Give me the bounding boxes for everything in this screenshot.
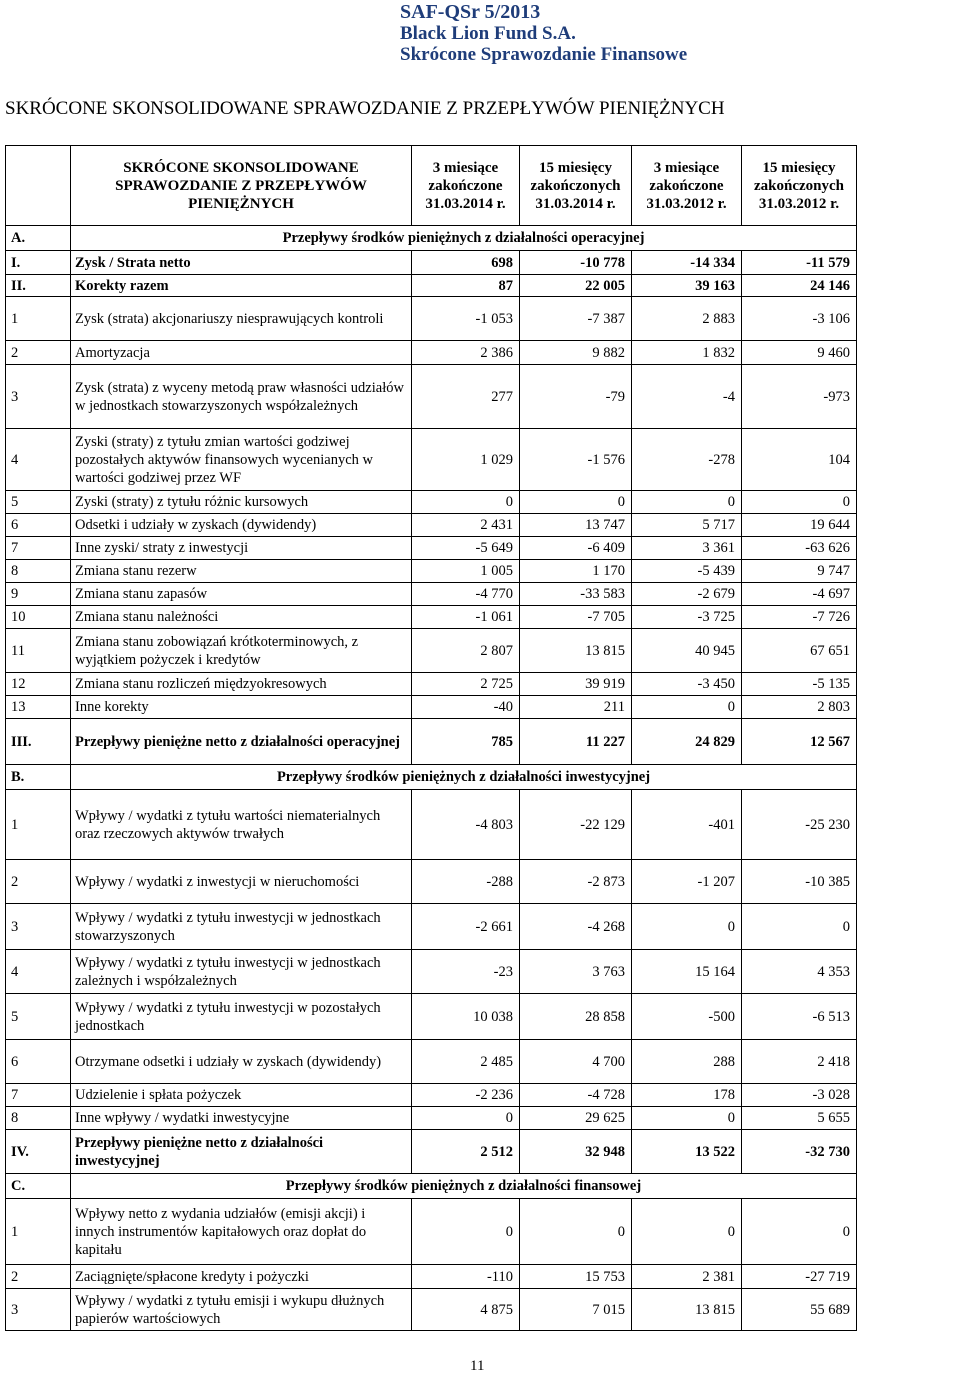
value-3m-2012: 0 (632, 1107, 742, 1130)
header-col-3m-2014: 3 miesiące zakończone 31.03.2014 r. (412, 146, 520, 226)
value-15m-2012: -25 230 (742, 790, 857, 860)
value-3m-2014: 1 029 (412, 429, 520, 491)
value-15m-2012: 9 747 (742, 560, 857, 583)
row-number: 11 (6, 629, 71, 673)
value-15m-2012: 0 (742, 904, 857, 950)
row-number: I. (6, 251, 71, 275)
value-15m-2012: -27 719 (742, 1265, 857, 1289)
section-title: Przepływy środków pieniężnych z działalności inwestycyjnej (71, 765, 857, 790)
value-3m-2014: 2 431 (412, 514, 520, 537)
subtotal-row (6, 251, 857, 275)
value-15m-2012: 0 (742, 1199, 857, 1265)
value-3m-2012: 1 832 (632, 341, 742, 365)
row-number: 10 (6, 606, 71, 629)
value-3m-2014: 10 038 (412, 994, 520, 1040)
value-3m-2014: -40 (412, 696, 520, 719)
value-3m-2014: 277 (412, 365, 520, 429)
row-number: 12 (6, 673, 71, 696)
value-3m-2012: -4 (632, 365, 742, 429)
value-15m-2012: 24 146 (742, 275, 857, 297)
value-15m-2012: 9 460 (742, 341, 857, 365)
value-3m-2012: 178 (632, 1084, 742, 1107)
table-row (6, 673, 857, 696)
table-row (6, 491, 857, 514)
value-15m-2014: -2 873 (520, 860, 632, 904)
value-3m-2014: 698 (412, 251, 520, 275)
value-3m-2012: 3 361 (632, 537, 742, 560)
table-row (6, 1289, 857, 1331)
row-label: Zmiana stanu rezerw (71, 560, 412, 583)
table-row (6, 904, 857, 950)
row-number: 2 (6, 860, 71, 904)
section-letter: C. (6, 1174, 71, 1199)
value-3m-2014: 0 (412, 1107, 520, 1130)
row-number: 7 (6, 1084, 71, 1107)
value-3m-2014: -2 661 (412, 904, 520, 950)
value-15m-2012: -3 028 (742, 1084, 857, 1107)
value-3m-2014: 0 (412, 1199, 520, 1265)
header-col-15m-2012: 15 miesięcy zakończonych 31.03.2012 r. (742, 146, 857, 226)
row-label: Inne korekty (71, 696, 412, 719)
table-row (6, 1040, 857, 1084)
value-15m-2012: -3 106 (742, 297, 857, 341)
section-letter: A. (6, 226, 71, 251)
table-row (6, 994, 857, 1040)
value-15m-2012: -11 579 (742, 251, 857, 275)
value-3m-2014: -4 770 (412, 583, 520, 606)
table-row (6, 560, 857, 583)
value-3m-2014: -288 (412, 860, 520, 904)
value-3m-2012: -278 (632, 429, 742, 491)
row-label: Zysk (strata) akcjonariuszy niesprawujących kontroli (71, 297, 412, 341)
value-3m-2014: 785 (412, 719, 520, 765)
row-label: Zmiana stanu zobowiązań krótkoterminowych, z wyjątkiem pożyczek i kredytów (71, 629, 412, 673)
value-15m-2014: 29 625 (520, 1107, 632, 1130)
subtotal-row (6, 275, 857, 297)
value-15m-2014: 3 763 (520, 950, 632, 994)
row-label: Przepływy pieniężne netto z działalności operacyjnej (71, 719, 412, 765)
header-desc-cell: SKRÓCONE SKONSOLIDOWANE SPRAWOZDANIE Z PRZEPŁYWÓW PIENIĘŻNYCH (71, 146, 412, 226)
value-15m-2014: 0 (520, 491, 632, 514)
value-3m-2012: 40 945 (632, 629, 742, 673)
table-row (6, 297, 857, 341)
cash-flow-table (5, 145, 857, 1331)
value-3m-2012: -2 679 (632, 583, 742, 606)
value-3m-2012: 0 (632, 1199, 742, 1265)
table-row (6, 790, 857, 860)
value-3m-2012: 2 381 (632, 1265, 742, 1289)
section-title: Przepływy środków pieniężnych z działalności finansowej (71, 1174, 857, 1199)
table-row (6, 696, 857, 719)
section-letter: B. (6, 765, 71, 790)
report-type: Skrócone Sprawozdanie Finansowe (400, 44, 688, 65)
value-15m-2012: -10 385 (742, 860, 857, 904)
value-15m-2012: -32 730 (742, 1130, 857, 1174)
value-15m-2014: 15 753 (520, 1265, 632, 1289)
value-3m-2012: -1 207 (632, 860, 742, 904)
section-row (6, 226, 857, 251)
value-15m-2014: 0 (520, 1199, 632, 1265)
row-label: Wpływy / wydatki z inwestycji w nieruchomości (71, 860, 412, 904)
row-number: 7 (6, 537, 71, 560)
row-label: Wpływy / wydatki z tytułu emisji i wykupu dłużnych papierów wartościowych (71, 1289, 412, 1331)
table-row (6, 583, 857, 606)
row-label: Zmiana stanu rozliczeń międzyokresowych (71, 673, 412, 696)
value-3m-2014: -4 803 (412, 790, 520, 860)
row-number: 1 (6, 1199, 71, 1265)
value-15m-2012: 0 (742, 491, 857, 514)
value-3m-2012: 39 163 (632, 275, 742, 297)
value-15m-2014: 28 858 (520, 994, 632, 1040)
row-number: 4 (6, 429, 71, 491)
table-row (6, 341, 857, 365)
row-number: 6 (6, 514, 71, 537)
value-3m-2014: -2 236 (412, 1084, 520, 1107)
value-15m-2012: -6 513 (742, 994, 857, 1040)
row-number: II. (6, 275, 71, 297)
value-15m-2012: 12 567 (742, 719, 857, 765)
value-3m-2014: -23 (412, 950, 520, 994)
report-code: SAF-QSr 5/2013 (400, 1, 541, 23)
row-number: 1 (6, 790, 71, 860)
value-15m-2014: 22 005 (520, 275, 632, 297)
document-header (400, 2, 687, 65)
value-15m-2014: -22 129 (520, 790, 632, 860)
value-15m-2014: -7 387 (520, 297, 632, 341)
table-row (6, 365, 857, 429)
value-3m-2012: 2 883 (632, 297, 742, 341)
row-number: 3 (6, 904, 71, 950)
row-label: Odsetki i udziały w zyskach (dywidendy) (71, 514, 412, 537)
table-row (6, 514, 857, 537)
row-label: Zysk (strata) z wyceny metodą praw własności udziałów w jednostkach stowarzyszonych współzależnych (71, 365, 412, 429)
row-number: 3 (6, 365, 71, 429)
row-label: Inne zyski/ straty z inwestycji (71, 537, 412, 560)
value-15m-2014: -4 268 (520, 904, 632, 950)
value-15m-2012: 2 803 (742, 696, 857, 719)
header-col-3m-2012: 3 miesiące zakończone 31.03.2012 r. (632, 146, 742, 226)
table-row (6, 1199, 857, 1265)
row-number: 2 (6, 1265, 71, 1289)
value-3m-2012: -401 (632, 790, 742, 860)
value-3m-2014: -1 061 (412, 606, 520, 629)
value-3m-2014: -1 053 (412, 297, 520, 341)
row-number: 4 (6, 950, 71, 994)
value-3m-2012: 13 522 (632, 1130, 742, 1174)
section-row (6, 765, 857, 790)
table-row (6, 537, 857, 560)
value-3m-2012: 288 (632, 1040, 742, 1084)
row-label: Przepływy pieniężne netto z działalności inwestycyjnej (71, 1130, 412, 1174)
table-header-row (6, 146, 857, 226)
value-15m-2012: -4 697 (742, 583, 857, 606)
row-number: 9 (6, 583, 71, 606)
value-15m-2012: -973 (742, 365, 857, 429)
value-3m-2014: -110 (412, 1265, 520, 1289)
table-row (6, 429, 857, 491)
value-15m-2014: 32 948 (520, 1130, 632, 1174)
value-3m-2014: 2 386 (412, 341, 520, 365)
value-3m-2012: 0 (632, 491, 742, 514)
row-label: Wpływy / wydatki z tytułu wartości niematerialnych oraz rzeczowych aktywów trwałych (71, 790, 412, 860)
value-15m-2012: 2 418 (742, 1040, 857, 1084)
row-label: Zmiana stanu zapasów (71, 583, 412, 606)
value-3m-2012: 0 (632, 904, 742, 950)
value-3m-2012: -3 450 (632, 673, 742, 696)
header-col-15m-2014: 15 miesięcy zakończonych 31.03.2014 r. (520, 146, 632, 226)
value-15m-2014: 39 919 (520, 673, 632, 696)
value-15m-2012: -7 726 (742, 606, 857, 629)
section-title: Przepływy środków pieniężnych z działalności operacyjnej (71, 226, 857, 251)
value-3m-2012: -5 439 (632, 560, 742, 583)
row-number: 1 (6, 297, 71, 341)
table-row (6, 1265, 857, 1289)
row-label: Udzielenie i spłata pożyczek (71, 1084, 412, 1107)
value-15m-2014: 13 747 (520, 514, 632, 537)
value-3m-2012: 5 717 (632, 514, 742, 537)
value-15m-2012: 19 644 (742, 514, 857, 537)
value-15m-2012: -63 626 (742, 537, 857, 560)
row-label: Zmiana stanu należności (71, 606, 412, 629)
value-15m-2014: 211 (520, 696, 632, 719)
value-15m-2012: -5 135 (742, 673, 857, 696)
header-num-cell (6, 146, 71, 226)
value-15m-2014: 4 700 (520, 1040, 632, 1084)
value-3m-2012: -14 334 (632, 251, 742, 275)
row-label: Zyski (straty) z tytułu różnic kursowych (71, 491, 412, 514)
value-3m-2014: 2 807 (412, 629, 520, 673)
row-label: Wpływy / wydatki z tytułu inwestycji w pozostałych jednostkach (71, 994, 412, 1040)
subtotal-row (6, 719, 857, 765)
row-label: Inne wpływy / wydatki inwestycyjne (71, 1107, 412, 1130)
row-number: 8 (6, 560, 71, 583)
value-3m-2012: 15 164 (632, 950, 742, 994)
row-label: Korekty razem (71, 275, 412, 297)
row-label: Zysk / Strata netto (71, 251, 412, 275)
value-15m-2014: 11 227 (520, 719, 632, 765)
value-15m-2014: 9 882 (520, 341, 632, 365)
table-row (6, 1084, 857, 1107)
row-number: IV. (6, 1130, 71, 1174)
row-number: 5 (6, 491, 71, 514)
value-15m-2012: 55 689 (742, 1289, 857, 1331)
value-3m-2012: 0 (632, 696, 742, 719)
value-15m-2014: 13 815 (520, 629, 632, 673)
table-row (6, 860, 857, 904)
value-3m-2012: -500 (632, 994, 742, 1040)
row-number: 3 (6, 1289, 71, 1331)
value-3m-2014: 1 005 (412, 560, 520, 583)
value-15m-2014: -33 583 (520, 583, 632, 606)
value-15m-2014: -6 409 (520, 537, 632, 560)
row-label: Amortyzacja (71, 341, 412, 365)
row-number: 6 (6, 1040, 71, 1084)
value-3m-2014: 2 485 (412, 1040, 520, 1084)
table-row (6, 629, 857, 673)
value-15m-2012: 104 (742, 429, 857, 491)
page-title: SKRÓCONE SKONSOLIDOWANE SPRAWOZDANIE Z PRZEPŁYWÓW PIENIĘŻNYCH (5, 98, 725, 119)
row-number: 2 (6, 341, 71, 365)
table-row (6, 1107, 857, 1130)
row-label: Wpływy / wydatki z tytułu inwestycji w jednostkach zależnych i współzależnych (71, 950, 412, 994)
value-15m-2014: 1 170 (520, 560, 632, 583)
value-3m-2014: 2 725 (412, 673, 520, 696)
value-15m-2014: -1 576 (520, 429, 632, 491)
value-15m-2014: -7 705 (520, 606, 632, 629)
row-label: Zyski (straty) z tytułu zmian wartości godziwej pozostałych aktywów finansowych wycenianych w wartości godziwej przez WF (71, 429, 412, 491)
page-number: 11 (470, 1358, 485, 1374)
value-3m-2014: 2 512 (412, 1130, 520, 1174)
table-row (6, 606, 857, 629)
row-label: Otrzymane odsetki i udziały w zyskach (dywidendy) (71, 1040, 412, 1084)
value-15m-2014: -10 778 (520, 251, 632, 275)
value-3m-2014: 4 875 (412, 1289, 520, 1331)
value-15m-2014: 7 015 (520, 1289, 632, 1331)
row-label: Wpływy netto z wydania udziałów (emisji akcji) i innych instrumentów kapitałowych oraz dopłat do kapitału (71, 1199, 412, 1265)
value-3m-2012: 13 815 (632, 1289, 742, 1331)
row-number: III. (6, 719, 71, 765)
value-15m-2012: 5 655 (742, 1107, 857, 1130)
subtotal-row (6, 1130, 857, 1174)
value-3m-2014: 0 (412, 491, 520, 514)
row-number: 5 (6, 994, 71, 1040)
value-15m-2014: -79 (520, 365, 632, 429)
value-3m-2014: -5 649 (412, 537, 520, 560)
value-15m-2012: 67 651 (742, 629, 857, 673)
row-number: 13 (6, 696, 71, 719)
value-3m-2014: 87 (412, 275, 520, 297)
value-3m-2012: -3 725 (632, 606, 742, 629)
company-name: Black Lion Fund S.A. (400, 23, 576, 44)
row-label: Wpływy / wydatki z tytułu inwestycji w jednostkach stowarzyszonych (71, 904, 412, 950)
section-row (6, 1174, 857, 1199)
row-label: Zaciągnięte/spłacone kredyty i pożyczki (71, 1265, 412, 1289)
value-15m-2014: -4 728 (520, 1084, 632, 1107)
value-15m-2012: 4 353 (742, 950, 857, 994)
value-3m-2012: 24 829 (632, 719, 742, 765)
row-number: 8 (6, 1107, 71, 1130)
table-row (6, 950, 857, 994)
